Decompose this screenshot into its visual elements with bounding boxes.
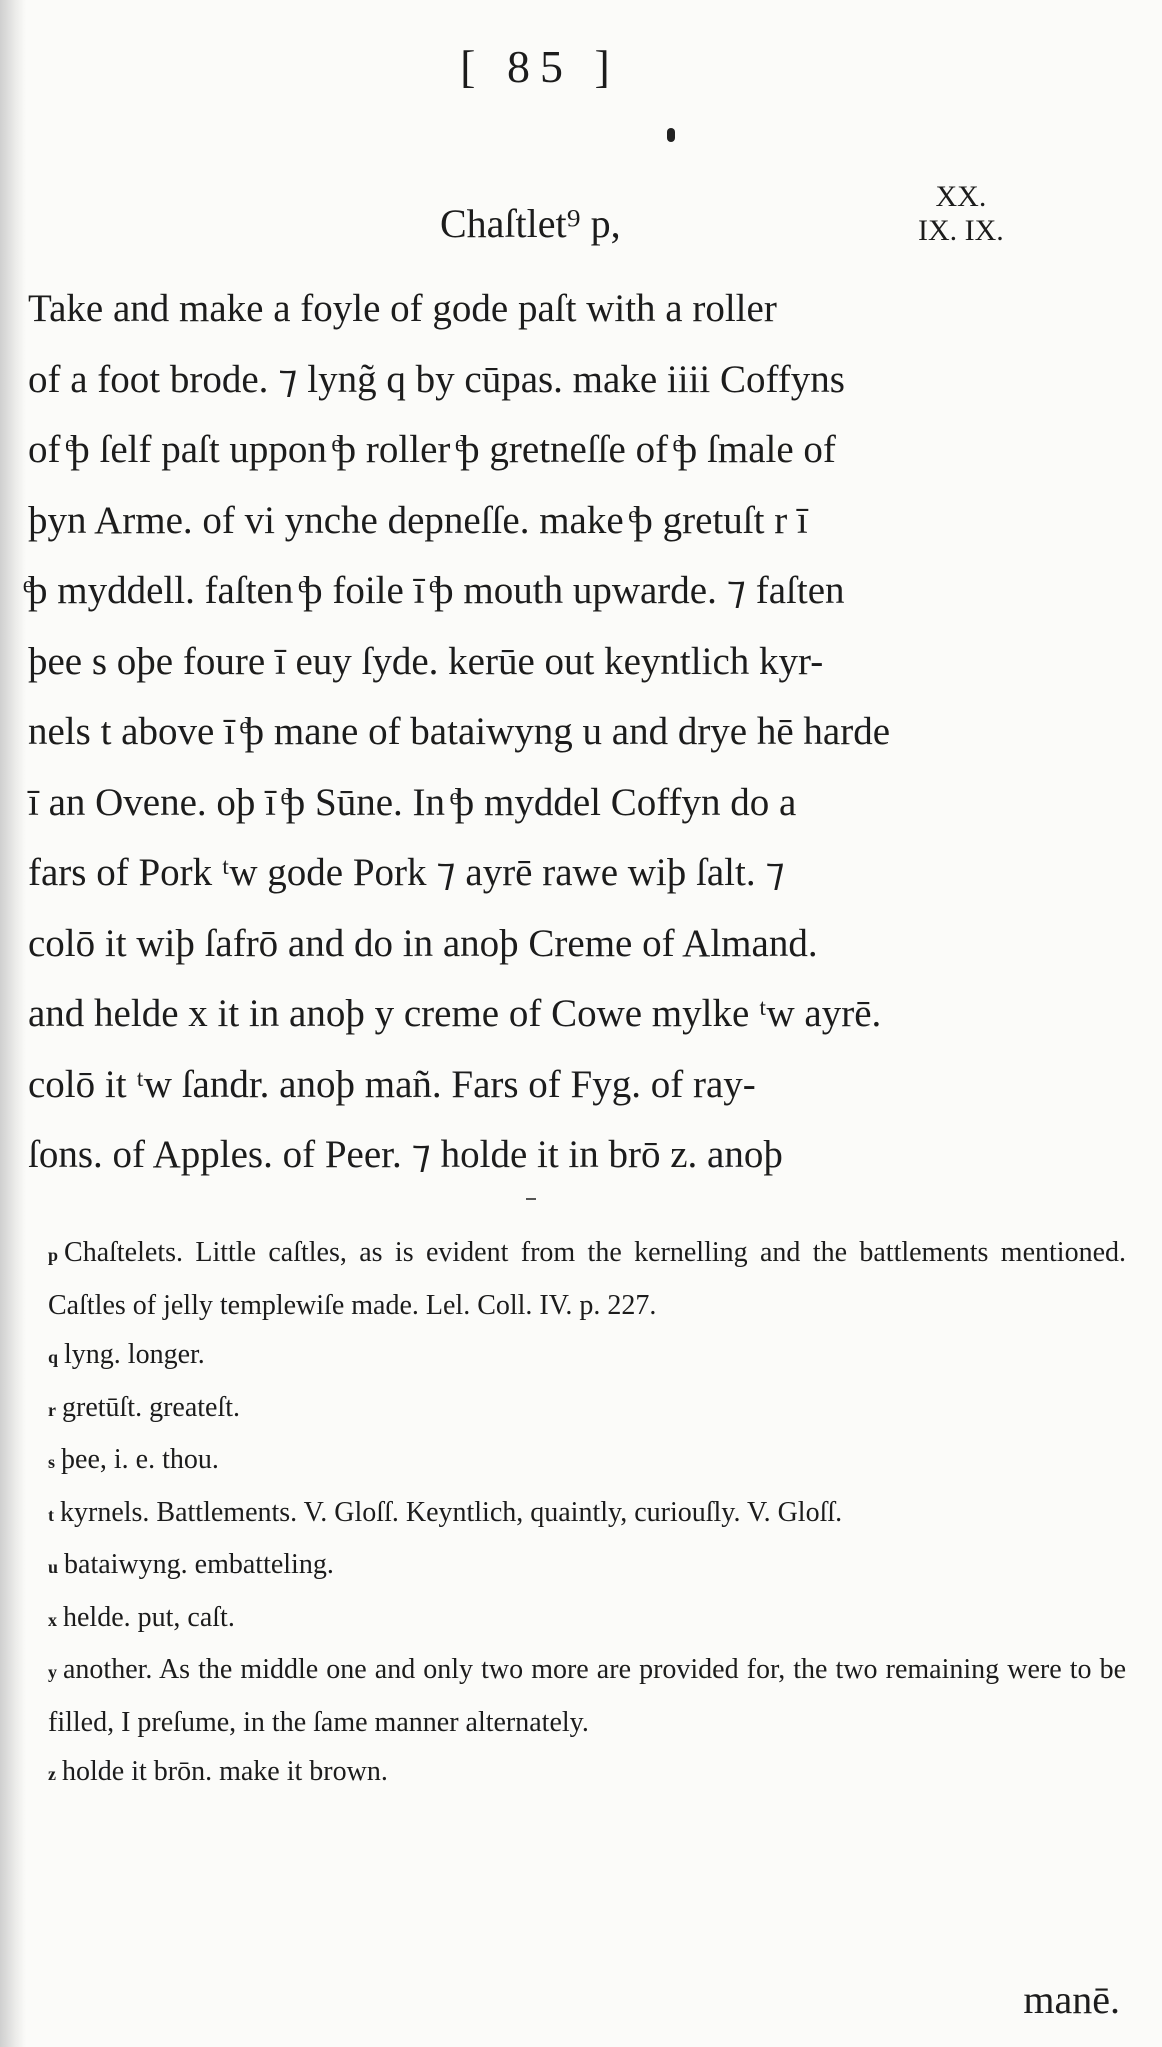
body-line: of ͤþ ſelf paſt uppon ͤþ roller ͤþ gretneſſe of ͤþ ſmale of [28,428,836,471]
footnote-mark: z [48,1764,56,1784]
body-line: fars of Pork ᵗw gode Pork ⁊ ayrē rawe wiþ ſalt. ⁊ [28,851,785,894]
footnote-mark: q [48,1347,59,1367]
body-line: colō it wiþ ſafrō and do in anoþ Creme of Almand. [28,921,818,965]
body-line: ſons. of Apples. of Peer. ⁊ holde it in brō z. anoþ [28,1133,783,1176]
footnote-text: helde. put, caſt. [63,1601,235,1633]
recipe-number-line-1: XX. [935,180,987,213]
body-line: of a foot brode. ⁊ lyng̃ q by cūpas. make iiii Coffyns [28,357,845,401]
body-line: colō it ᵗw ſandr. anoþ mañ. Fars of Fyg. of ray- [28,1062,756,1106]
body-line: þee s oþe foure ī euy ſyde. kerūe out keyntlich kyr- [28,639,824,683]
body-line: nels t above ī ͤþ mane of bataiwyng u and drye hē harde [28,710,891,753]
recipe-number-line-2: IX. IX. [918,214,1004,247]
catchword: manē. [1023,1977,1120,2022]
footnote [48,1435,1126,1488]
body-line: Take and make a foyle of gode paſt with a roller [28,287,777,330]
body-line: þyn Arme. of vi ynche depneſſe. make ͤþ gretuſt r ī [28,498,808,542]
recipe-body [28,274,1088,1191]
body-line: ī an Ovene. oþ ī ͤþ Sūne. In ͤþ myddel Coffyn do a [28,780,797,824]
footnote [48,1383,1126,1436]
footnote-mark: t [48,1504,54,1525]
page-gutter-shadow [0,0,26,2047]
footnote-text: gretūſt. greateſt. [62,1391,241,1423]
recipe-heading [0,180,1162,260]
footnote-mark: y [48,1662,57,1682]
footnote-text: þee, i. e. thou. [61,1444,219,1475]
body-line: and helde x it in anoþ y creme of Cowe mylke ᵗw ayrē. [28,992,882,1035]
footnote-separator [526,1198,536,1200]
footnote-mark: r [48,1399,56,1420]
footnote-text: Chaſtelets. Little caſtles, as is evident from the kernelling and the battlements mentioned. Caſtles of jelly templewiſe made. Lel. Coll. IV. p. 227. [48,1237,1126,1321]
footnote-text: lyng. longer. [64,1339,205,1370]
footnote [48,1330,1126,1383]
footnote [48,1645,1126,1747]
footnote-text: bataiwyng. embatteling. [64,1549,334,1580]
footnote [48,1488,1126,1541]
footnote-text: kyrnels. Battlements. V. Gloſſ. Keyntlich, quaintly, curiouſly. V. Gloſſ. [60,1496,843,1528]
footnote-mark: p [48,1245,59,1265]
footnote [48,1228,1126,1330]
footnote [48,1540,1126,1593]
footnote-mark: u [48,1557,59,1577]
body-line: ͤþ myddell. faſten ͤþ foile ī ͤþ mouth upwarde. ⁊ faſten [28,569,845,612]
page-number: [ 85 ] [460,41,620,92]
recipe-title: Chaſtlet⁹ p, [440,201,621,246]
footnote-text: holde it brōn. make it brown. [62,1756,388,1787]
recipe-number [918,180,1004,248]
footnote-mark: s [48,1452,56,1472]
footnote-text: another. As the middle one and only two more are provided for, the two remaining were to be filled, I preſume, in the ſame manner alternately. [48,1654,1126,1738]
ink-dot [667,128,675,142]
footnote [48,1747,1126,1800]
footnote [48,1593,1126,1646]
footnote-mark: x [48,1609,57,1630]
footnotes [48,1228,1126,1800]
